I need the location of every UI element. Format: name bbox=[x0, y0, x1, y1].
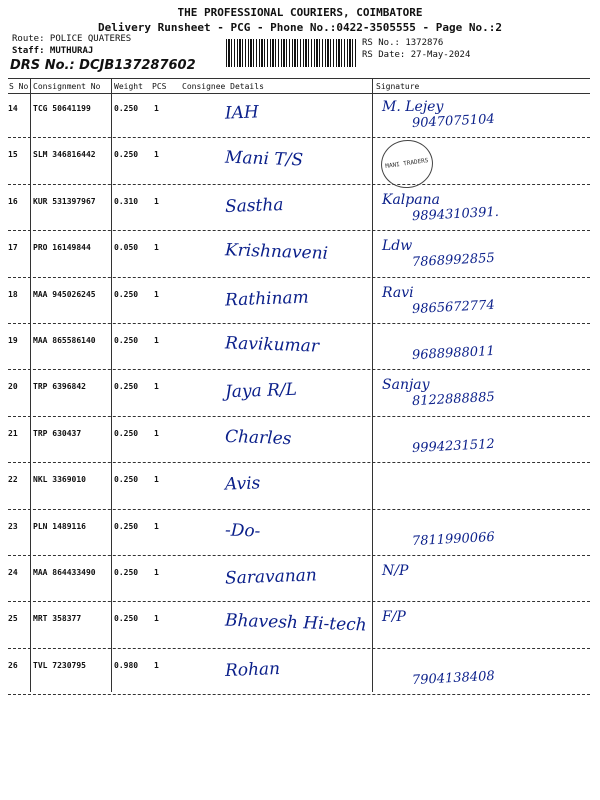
company-stamp: MANI TRADERS bbox=[378, 137, 436, 192]
row-consignee-handwritten: Rathinam bbox=[224, 287, 310, 311]
row-consignment-no: PRO 16149844 bbox=[33, 243, 91, 253]
row-separator bbox=[8, 184, 590, 185]
row-signature: M. Lejey bbox=[382, 99, 444, 115]
row-pcs: 1 bbox=[154, 104, 159, 113]
row-separator bbox=[8, 462, 590, 463]
row-consignee-handwritten: Ravikumar bbox=[224, 333, 320, 357]
row-separator bbox=[8, 277, 590, 278]
row-pcs: 1 bbox=[154, 382, 159, 392]
row-sno: 26 bbox=[8, 660, 18, 670]
row-consignee-handwritten: Saravanan bbox=[224, 565, 318, 589]
row-phone-handwritten: 9047075104 bbox=[411, 111, 496, 132]
route-label: Route: POLICE QUATERES bbox=[12, 34, 132, 44]
row-separator bbox=[8, 509, 590, 510]
row-separator bbox=[8, 648, 590, 649]
row-signature: Ravi bbox=[382, 284, 414, 301]
row-pcs: 1 bbox=[154, 475, 159, 485]
row-consignee-handwritten: Mani T/S bbox=[224, 148, 304, 171]
row-weight: 0.250 bbox=[114, 568, 139, 577]
row-weight: 0.250 bbox=[114, 521, 139, 531]
row-signature: Sanjay bbox=[382, 377, 430, 394]
barcode bbox=[226, 39, 356, 67]
row-consignee-handwritten: IAH bbox=[224, 102, 260, 124]
row-sno: 23 bbox=[8, 521, 18, 531]
row-separator bbox=[8, 369, 590, 370]
row-consignee-handwritten: Bhavesh Hi-tech bbox=[224, 610, 367, 636]
col-divider bbox=[30, 78, 31, 692]
row-sno: 15 bbox=[8, 150, 18, 160]
col-sno: S No bbox=[9, 82, 29, 91]
row-phone-handwritten: 9688988011 bbox=[411, 343, 496, 364]
header-rule bbox=[8, 93, 590, 94]
row-weight: 0.250 bbox=[114, 289, 139, 299]
row-pcs: 1 bbox=[154, 428, 159, 438]
col-divider bbox=[372, 78, 373, 692]
row-weight: 0.310 bbox=[114, 196, 139, 206]
row-sno: 25 bbox=[8, 614, 18, 624]
row-signature: Ldw bbox=[382, 238, 413, 255]
row-phone-handwritten: 7868992855 bbox=[411, 251, 496, 271]
row-sno: 22 bbox=[8, 475, 18, 485]
row-separator bbox=[8, 555, 590, 556]
row-separator bbox=[8, 137, 590, 138]
row-consignment-no: MAA 865586140 bbox=[33, 336, 96, 345]
row-consignee-handwritten: Sastha bbox=[224, 194, 284, 217]
col-weight: Weight bbox=[114, 82, 143, 91]
rs-number: RS No.: 1372876 bbox=[362, 38, 444, 48]
row-sno: 18 bbox=[8, 289, 18, 299]
row-consignment-no: KUR 531397967 bbox=[33, 196, 96, 206]
row-sno: 16 bbox=[8, 196, 18, 206]
row-phone-handwritten: 9865672774 bbox=[411, 297, 496, 317]
row-weight: 0.250 bbox=[114, 475, 139, 485]
col-signature: Signature bbox=[376, 82, 420, 91]
rs-date: RS Date: 27-May-2024 bbox=[362, 50, 471, 60]
row-sno: 14 bbox=[8, 104, 18, 113]
row-pcs: 1 bbox=[154, 660, 159, 670]
row-weight: 0.250 bbox=[114, 104, 139, 113]
row-weight: 0.250 bbox=[114, 428, 139, 438]
row-weight: 0.250 bbox=[114, 150, 139, 160]
row-separator bbox=[8, 694, 590, 695]
runsheet-subtitle: Delivery Runsheet - PCG - Phone No.:0422-3505555 - Page No.:2 bbox=[98, 21, 502, 34]
row-consignee-handwritten: Charles bbox=[224, 426, 292, 449]
row-pcs: 1 bbox=[154, 568, 159, 577]
row-consignment-no: MRT 358377 bbox=[33, 614, 82, 624]
row-weight: 0.980 bbox=[114, 660, 139, 670]
row-separator bbox=[8, 230, 590, 231]
row-sno: 19 bbox=[8, 336, 18, 345]
row-weight: 0.250 bbox=[114, 382, 139, 392]
row-consignment-no: SLM 346816442 bbox=[33, 150, 96, 160]
row-phone-handwritten: 7811990066 bbox=[411, 529, 496, 549]
row-consignee-handwritten: -Do- bbox=[224, 519, 261, 542]
row-consignee-handwritten: Rohan bbox=[224, 658, 281, 681]
row-pcs: 1 bbox=[154, 289, 159, 299]
row-separator bbox=[8, 416, 590, 417]
row-signature: Kalpana bbox=[382, 191, 440, 208]
row-consignment-no: TVL 7230795 bbox=[33, 660, 86, 670]
col-consignee: Consignee Details bbox=[182, 82, 264, 91]
row-sno: 24 bbox=[8, 568, 18, 577]
row-phone-handwritten: 9894310391. bbox=[411, 204, 500, 225]
row-sno: 20 bbox=[8, 382, 18, 392]
row-pcs: 1 bbox=[154, 196, 159, 206]
row-signature: N/P bbox=[382, 563, 409, 579]
drs-number: DRS No.: DCJB137287602 bbox=[10, 58, 196, 73]
row-consignee-handwritten: Krishnaveni bbox=[224, 240, 329, 264]
row-consignment-no: TCG 50641199 bbox=[33, 104, 91, 113]
row-pcs: 1 bbox=[154, 150, 159, 160]
row-consignment-no: TRP 630437 bbox=[33, 428, 82, 438]
table-top-rule bbox=[8, 78, 590, 79]
col-consignment: Consignment No bbox=[33, 82, 101, 91]
col-pcs: PCS bbox=[152, 82, 167, 91]
company-title: THE PROFESSIONAL COURIERS, COIMBATORE bbox=[177, 6, 423, 19]
col-divider bbox=[111, 78, 112, 692]
row-weight: 0.250 bbox=[114, 336, 139, 345]
row-phone-handwritten: 7904138408 bbox=[411, 668, 496, 688]
row-pcs: 1 bbox=[154, 521, 159, 531]
row-separator bbox=[8, 323, 590, 324]
row-pcs: 1 bbox=[154, 614, 159, 624]
row-consignee-handwritten: Jaya R/L bbox=[224, 380, 298, 403]
row-signature: F/P bbox=[382, 609, 406, 626]
row-pcs: 1 bbox=[154, 336, 159, 345]
row-consignment-no: NKL 3369010 bbox=[33, 475, 86, 485]
row-weight: 0.050 bbox=[114, 243, 139, 253]
row-consignment-no: MAA 864433490 bbox=[33, 568, 96, 577]
row-sno: 21 bbox=[8, 428, 18, 438]
row-phone-handwritten: 9994231512 bbox=[411, 436, 496, 456]
row-separator bbox=[8, 601, 590, 602]
staff-label: Staff: MUTHURAJ bbox=[12, 46, 94, 56]
row-consignment-no: TRP 6396842 bbox=[33, 382, 86, 392]
row-pcs: 1 bbox=[154, 243, 159, 253]
row-consignment-no: MAA 945026245 bbox=[33, 289, 96, 299]
row-phone-handwritten: 8122888885 bbox=[411, 390, 496, 410]
row-consignment-no: PLN 1489116 bbox=[33, 521, 86, 531]
row-consignee-handwritten: Avis bbox=[224, 473, 261, 495]
row-sno: 17 bbox=[8, 243, 18, 253]
row-weight: 0.250 bbox=[114, 614, 139, 624]
